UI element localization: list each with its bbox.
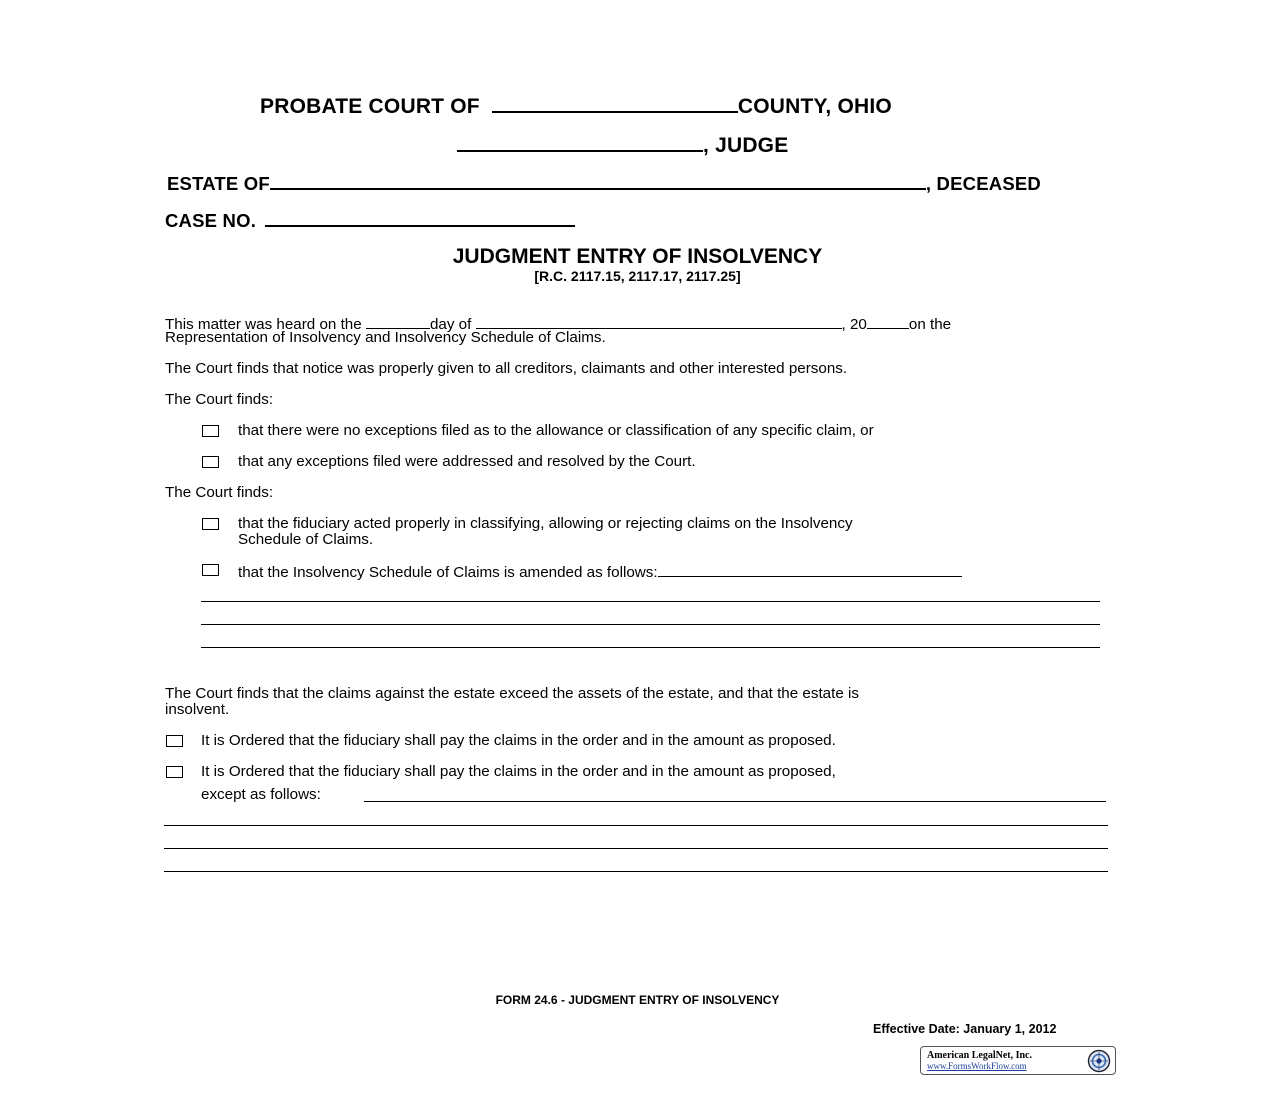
- exceptions-resolved-checkbox[interactable]: [202, 456, 219, 468]
- schedule-amended-checkbox[interactable]: [202, 564, 219, 576]
- except-line-3[interactable]: [164, 871, 1108, 872]
- amendment-line-2[interactable]: [201, 624, 1100, 625]
- order-except-checkbox[interactable]: [166, 766, 183, 778]
- form-label: FORM 24.6 - JUDGMENT ENTRY OF INSOLVENCY: [495, 993, 780, 1007]
- effective-date: Effective Date: January 1, 2012: [873, 1022, 1057, 1036]
- court-finds-heading-2: The Court finds:: [165, 484, 274, 501]
- amendment-blank[interactable]: [658, 563, 962, 577]
- document-title: JUDGMENT ENTRY OF INSOLVENCY: [452, 245, 823, 268]
- court-finds-heading-1: The Court finds:: [165, 391, 274, 408]
- exceptions-resolved-label: that any exceptions filed were addressed and resolved by the Court.: [238, 453, 696, 470]
- schedule-amended-label: that the Insolvency Schedule of Claims is amended as follows:: [238, 564, 658, 581]
- case-line: [165, 210, 575, 232]
- amendment-line-3[interactable]: [201, 647, 1100, 648]
- heard-text-2: day of: [429, 316, 472, 333]
- heard-text-4: on the: [908, 316, 952, 333]
- judge-blank[interactable]: [457, 134, 703, 152]
- court-suffix: COUNTY, OHIO: [737, 95, 892, 118]
- logo-website-link[interactable]: www.FormsWorkFlow.com: [927, 1061, 1027, 1071]
- insolvent-finding-2: insolvent.: [165, 701, 230, 718]
- court-heading: [260, 95, 892, 119]
- insolvent-finding-1: The Court finds that the claims against the estate exceed the assets of the estate, and that the estate is: [165, 685, 859, 702]
- statute-reference: [R.C. 2117.15, 2117.17, 2117.25]: [534, 268, 741, 284]
- case-number-blank[interactable]: [265, 211, 575, 227]
- schedule-amended-row: [238, 563, 962, 581]
- estate-line: [167, 173, 1041, 195]
- amendment-line-1[interactable]: [201, 601, 1100, 602]
- fiduciary-proper-checkbox[interactable]: [202, 518, 219, 530]
- order-except-label-2: except as follows:: [201, 786, 321, 803]
- except-line-2[interactable]: [164, 848, 1108, 849]
- deceased-label: , DECEASED: [925, 173, 1041, 194]
- globe-emblem-icon: [1087, 1049, 1111, 1073]
- county-blank[interactable]: [492, 95, 738, 113]
- heard-line-2: Representation of Insolvency and Insolvency Schedule of Claims.: [165, 329, 606, 346]
- no-exceptions-label: that there were no exceptions filed as to the allowance or classification of any specific claim, or: [238, 422, 874, 439]
- except-line-1[interactable]: [164, 825, 1108, 826]
- notice-paragraph: The Court finds that notice was properly given to all creditors, claimants and other interested persons.: [165, 360, 848, 377]
- except-line-0[interactable]: [364, 801, 1106, 802]
- estate-blank[interactable]: [270, 174, 926, 190]
- month-blank[interactable]: [476, 315, 842, 329]
- no-exceptions-checkbox[interactable]: [202, 425, 219, 437]
- court-prefix: PROBATE COURT OF: [260, 95, 480, 118]
- estate-label: ESTATE OF: [167, 173, 270, 194]
- order-as-proposed-label: It is Ordered that the fiduciary shall pay the claims in the order and in the amount as proposed.: [201, 732, 836, 749]
- order-as-proposed-checkbox[interactable]: [166, 735, 183, 747]
- fiduciary-proper-label-1: that the fiduciary acted properly in classifying, allowing or rejecting claims on the Insolvency: [238, 515, 853, 532]
- logo-company-name: American LegalNet, Inc.: [927, 1050, 1032, 1061]
- year-blank[interactable]: [867, 315, 909, 329]
- judge-heading: [457, 134, 788, 158]
- heard-text-1: This matter was heard on the: [165, 316, 362, 333]
- american-legalnet-logo[interactable]: [920, 1046, 1116, 1075]
- order-except-label: It is Ordered that the fiduciary shall pay the claims in the order and in the amount as proposed,: [201, 763, 836, 780]
- heard-text-3: , 20: [841, 316, 867, 333]
- day-blank[interactable]: [366, 315, 430, 329]
- case-label: CASE NO.: [165, 210, 257, 231]
- fiduciary-proper-label-2: Schedule of Claims.: [238, 531, 374, 548]
- judge-label: , JUDGE: [703, 134, 789, 157]
